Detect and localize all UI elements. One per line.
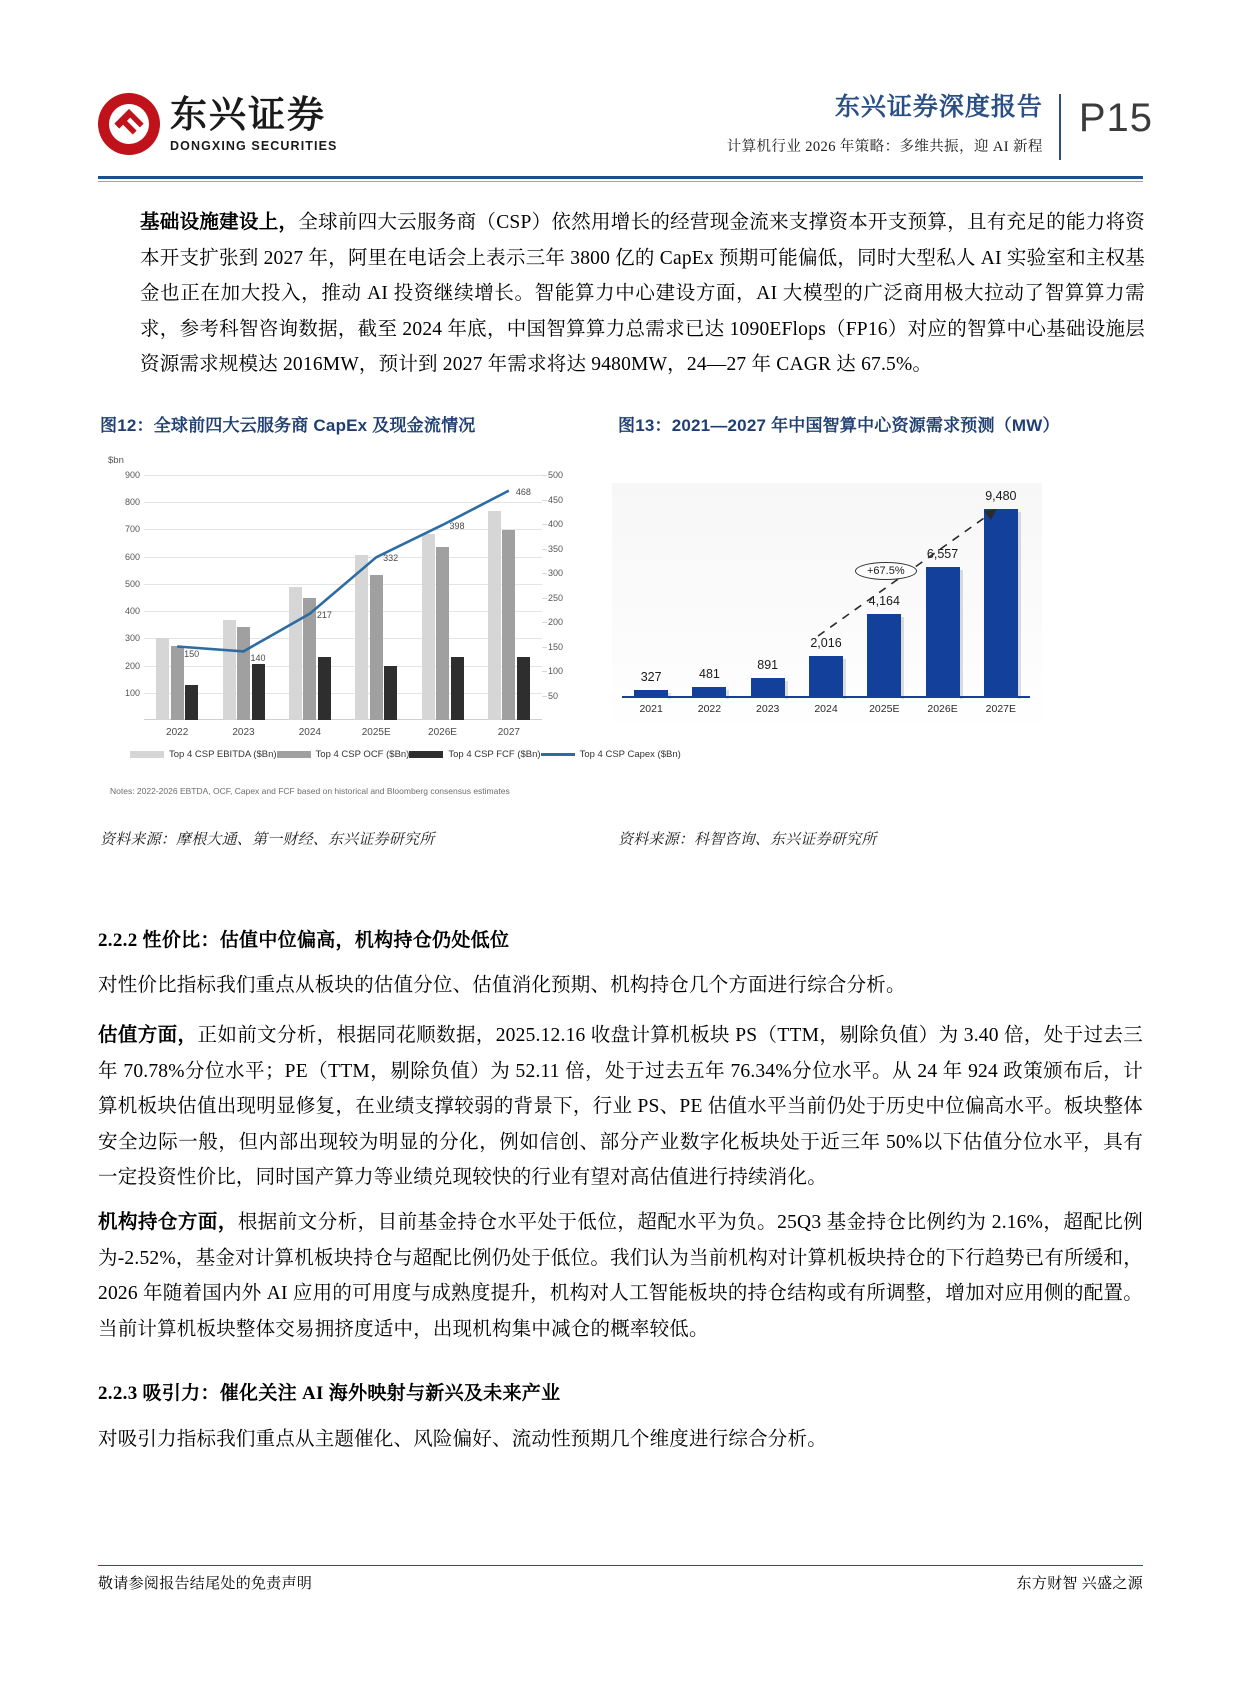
chart13-x-axis (622, 696, 1030, 698)
chart12-legend-swatch (409, 751, 443, 758)
chart12-legend-item (130, 749, 277, 760)
chart13-x-tick-label: 2025E (869, 703, 900, 715)
chart12-y-tick-label: 100 (124, 687, 140, 698)
chart12-y-tick-label: 500 (124, 578, 140, 589)
chart12-plot-area (124, 470, 564, 720)
chart12-y2-tick-label: 300 (548, 568, 564, 578)
heading-2-2-2: 2.2.2 性价比：估值中位偏高，机构持仓仍处低位 (98, 930, 510, 951)
chart12-x-tick-label: 2025E (361, 727, 391, 738)
chart12-y2-tick-label: 50 (548, 690, 559, 701)
chart12-line-point-label: 468 (515, 486, 531, 497)
paragraph-holdings (98, 1205, 1143, 1347)
chart13-x-tick-label: 2024 (814, 703, 838, 715)
chart13-x-tick-label: 2027E (985, 703, 1017, 715)
chart12-y2-tick-label: 150 (548, 641, 564, 652)
footer-rule (98, 1565, 1143, 1566)
chart12-unit-label: $bn (108, 455, 124, 466)
chart12-x-tick-label: 2026E (428, 727, 457, 738)
chart12-legend-item (277, 749, 410, 760)
chart12-legend-label: Top 4 CSP EBITDA ($Bn) (169, 749, 277, 760)
chart13-value-label: 2,016 (810, 636, 842, 651)
paragraph-text-holdings: 根据前文分析，目前基金持仓水平处于低位，超配水平为负。25Q3 基金持仓比例约为 2.16%，超配比例为-2.52%，基金对计算机板块持仓与超配比例仍处于低位。我们认为当前机构对计算机板块持仓的下行趋势已有所缓和，2026 年随着国内外 AI 应用的可用度与成熟度提升，机构对人工智能板块的持仓结构或有所调整，增加对应用侧的配置。当前计算机板块整体交易拥挤度适中，出现机构集中减仓的概率较低。 (98, 1212, 1143, 1340)
chart12-legend-label: Top 4 CSP OCF ($Bn) (315, 749, 410, 760)
logo-text (170, 93, 338, 153)
paragraph-lead: 基础设施建设上， (140, 212, 299, 233)
chart12-x-tick-label: 2023 (232, 727, 255, 738)
chart12-y2-tick-label: 500 (548, 470, 564, 480)
chart12-y-tick-label: 600 (124, 551, 140, 562)
chart12-y2-tick (542, 524, 547, 525)
chart13-x-tick-label: 2023 (756, 703, 780, 715)
chart12-legend-swatch (130, 751, 164, 758)
chart12-line-point-label: 398 (449, 520, 465, 531)
chart13-value-label: 481 (698, 666, 720, 681)
chart12-y-tick-label: 300 (124, 633, 140, 644)
chart13-value-label: 327 (640, 669, 662, 684)
figure-13-source: 资料来源：科智咨询、东兴证券研究所 (618, 832, 877, 848)
chart12-y2-tick-label: 350 (548, 543, 564, 554)
chart12-capex-line (144, 475, 542, 720)
chart12-y2-tick (542, 622, 547, 623)
chart13-x-tick-label: 2026E (927, 703, 958, 715)
dongxing-logo-icon (98, 93, 160, 155)
chart13-x-tick-label: 2021 (639, 703, 663, 715)
heading-2-2-3: 2.2.3 吸引力：催化关注 AI 海外映射与新兴及未来产业 (98, 1383, 561, 1404)
chart12-x-tick-label: 2022 (166, 727, 189, 738)
figure-12-caption: 图12：全球前四大云服务商 CapEx 及现金流情况 (100, 416, 476, 435)
chart12-y2-tick-label: 200 (548, 617, 564, 627)
chart12-legend-swatch (541, 753, 575, 756)
chart12-y-tick-label: 900 (124, 470, 140, 480)
chart12-legend-item (409, 749, 540, 760)
chart12-x-tick-label: 2027 (497, 727, 520, 738)
chart13-value-label: 9,480 (985, 489, 1017, 504)
chart12-line-point-label: 140 (250, 653, 266, 664)
chart12-y2-tick (542, 696, 547, 697)
report-title: 东兴证券深度报告 (834, 93, 1043, 121)
paragraph-attractiveness: 对吸引力指标我们重点从主题催化、风险偏好、流动性预期几个维度进行综合分析。 (98, 1429, 827, 1450)
chart12-y-tick-label: 400 (124, 606, 140, 617)
chart12-y2-tick (542, 500, 547, 501)
chart12-notes: Notes: 2022-2026 EBTDA, OCF, Capex and FCF based on historical and Bloomberg consensus estimates (110, 786, 510, 796)
header-title-column (727, 92, 1059, 156)
chart12-y-tick-label: 800 (124, 497, 140, 508)
paragraph-lead-valuation: 估值方面， (98, 1025, 198, 1046)
chart13-x-tick-label: 2022 (697, 703, 722, 715)
chart12-line-point-label: 332 (383, 553, 399, 564)
page-number: P15 (1078, 96, 1153, 140)
chart12-legend (130, 749, 681, 760)
chart13-panel (612, 483, 1042, 733)
header-divider (1059, 94, 1061, 160)
chart12-y2-tick (542, 598, 547, 599)
chart12-y2-tick-label: 400 (548, 519, 564, 529)
header-rule-secondary (98, 181, 1143, 182)
chart12-y2-tick (542, 475, 547, 476)
chart12-y-tick-label: 200 (124, 660, 140, 671)
chart12-line-point-label: 217 (316, 609, 332, 620)
chart12-legend-label: Top 4 CSP FCF ($Bn) (448, 749, 541, 760)
header-rule-primary (98, 176, 1143, 179)
chart13-trend-arrow (622, 491, 1030, 696)
chart12-y2-tick (542, 549, 547, 550)
paragraph-text-valuation: 正如前文分析，根据同花顺数据，2025.12.16 收盘计算机板块 PS（TTM，剔除负值）为 3.40 倍，处于过去三年 70.78%分位水平；PE（TTM，剔除负值）为 52.11 倍，处于过去五年 76.34%分位水平。从 24 年 924 政策颁布后，计算机板块估值出现明显修复，在业绩支撑较弱的背景下，行业 PS、PE 估值水平当前仍处于历史中位偏高水平。板块整体安全边际一般，但内部出现较为明显的分化，例如信创、部分产业数字化板块处于近三年 50%以下估值分位水平，具有一定投资性价比，同时国产算力等业绩兑现较快的行业有望对高估值进行持续消化。 (98, 1025, 1143, 1188)
paragraph-text: 全球前四大云服务商（CSP）依然用增长的经营现金流来支撑资本开支预算，且有充足的能力将资本开支扩张到 2027 年，阿里在电话会上表示三年 3800 亿的 CapEx 预期可能偏低，同时大型私人 AI 实验室和主权基金也正在加大投入，推动 AI 投资继续增长。智能算力中心建设方面，AI 大模型的广泛商用极大拉动了智算算力需求，参考科智咨询数据，截至 2024 年底，中国智算算力总需求已达 1090EFlops（FP16）对应的智算中心基础设施层资源需求规模达 2016MW，预计到 2027 年需求将达 9480MW，24—27 年 CAGR 达 67.5%。 (140, 212, 1145, 375)
chart12-y2-tick-label: 250 (548, 592, 564, 603)
chart12-legend-label: Top 4 CSP Capex ($Bn) (579, 749, 681, 760)
paragraph-costperf-intro: 对性价比指标我们重点从板块的估值分位、估值消化预期、机构持仓几个方面进行综合分析。 (98, 975, 906, 996)
chart12-y2-tick (542, 573, 547, 574)
page-header (0, 0, 1241, 180)
report-subtitle: 计算机行业 2026 年策略：多维共振，迎 AI 新程 (726, 139, 1043, 155)
figure-13-chart (612, 443, 1052, 773)
logo-brand-cn: 东兴证券 (170, 93, 326, 135)
chart12-y2-tick-label: 100 (548, 666, 564, 676)
chart12-x-tick-label: 2024 (298, 727, 321, 738)
chart13-value-label: 4,164 (868, 593, 900, 608)
paragraph-lead-holdings: 机构持仓方面， (98, 1212, 238, 1233)
footer-slogan: 东方财智 兴盛之源 (1016, 1576, 1143, 1592)
paragraph-valuation (98, 1018, 1143, 1196)
footer-disclaimer: 敬请参阅报告结尾处的免责声明 (98, 1576, 313, 1592)
chart13-plot-area (622, 491, 1030, 696)
chart12-y2-tick (542, 647, 547, 648)
chart12-y2-tick-label: 450 (548, 494, 564, 505)
chart12-line-point-label: 150 (184, 648, 200, 659)
paragraph-infrastructure (140, 205, 1145, 383)
chart12-y2-tick (542, 671, 547, 672)
figure-12-source: 资料来源：摩根大通、第一财经、东兴证券研究所 (100, 832, 435, 848)
chart13-value-label: 891 (757, 658, 779, 673)
figure-13-caption: 图13：2021—2027 年中国智算中心资源需求预测（MW） (618, 416, 1060, 435)
chart12-y-tick-label: 700 (124, 524, 140, 535)
chart12-legend-swatch (277, 751, 311, 758)
chart13-cagr-badge: +67.5% (855, 562, 917, 580)
logo-brand-en: DONGXING SECURITIES (170, 138, 338, 153)
company-logo (98, 93, 337, 155)
chart13-value-label: 6,557 (926, 546, 959, 561)
header-right-block (727, 92, 1153, 160)
